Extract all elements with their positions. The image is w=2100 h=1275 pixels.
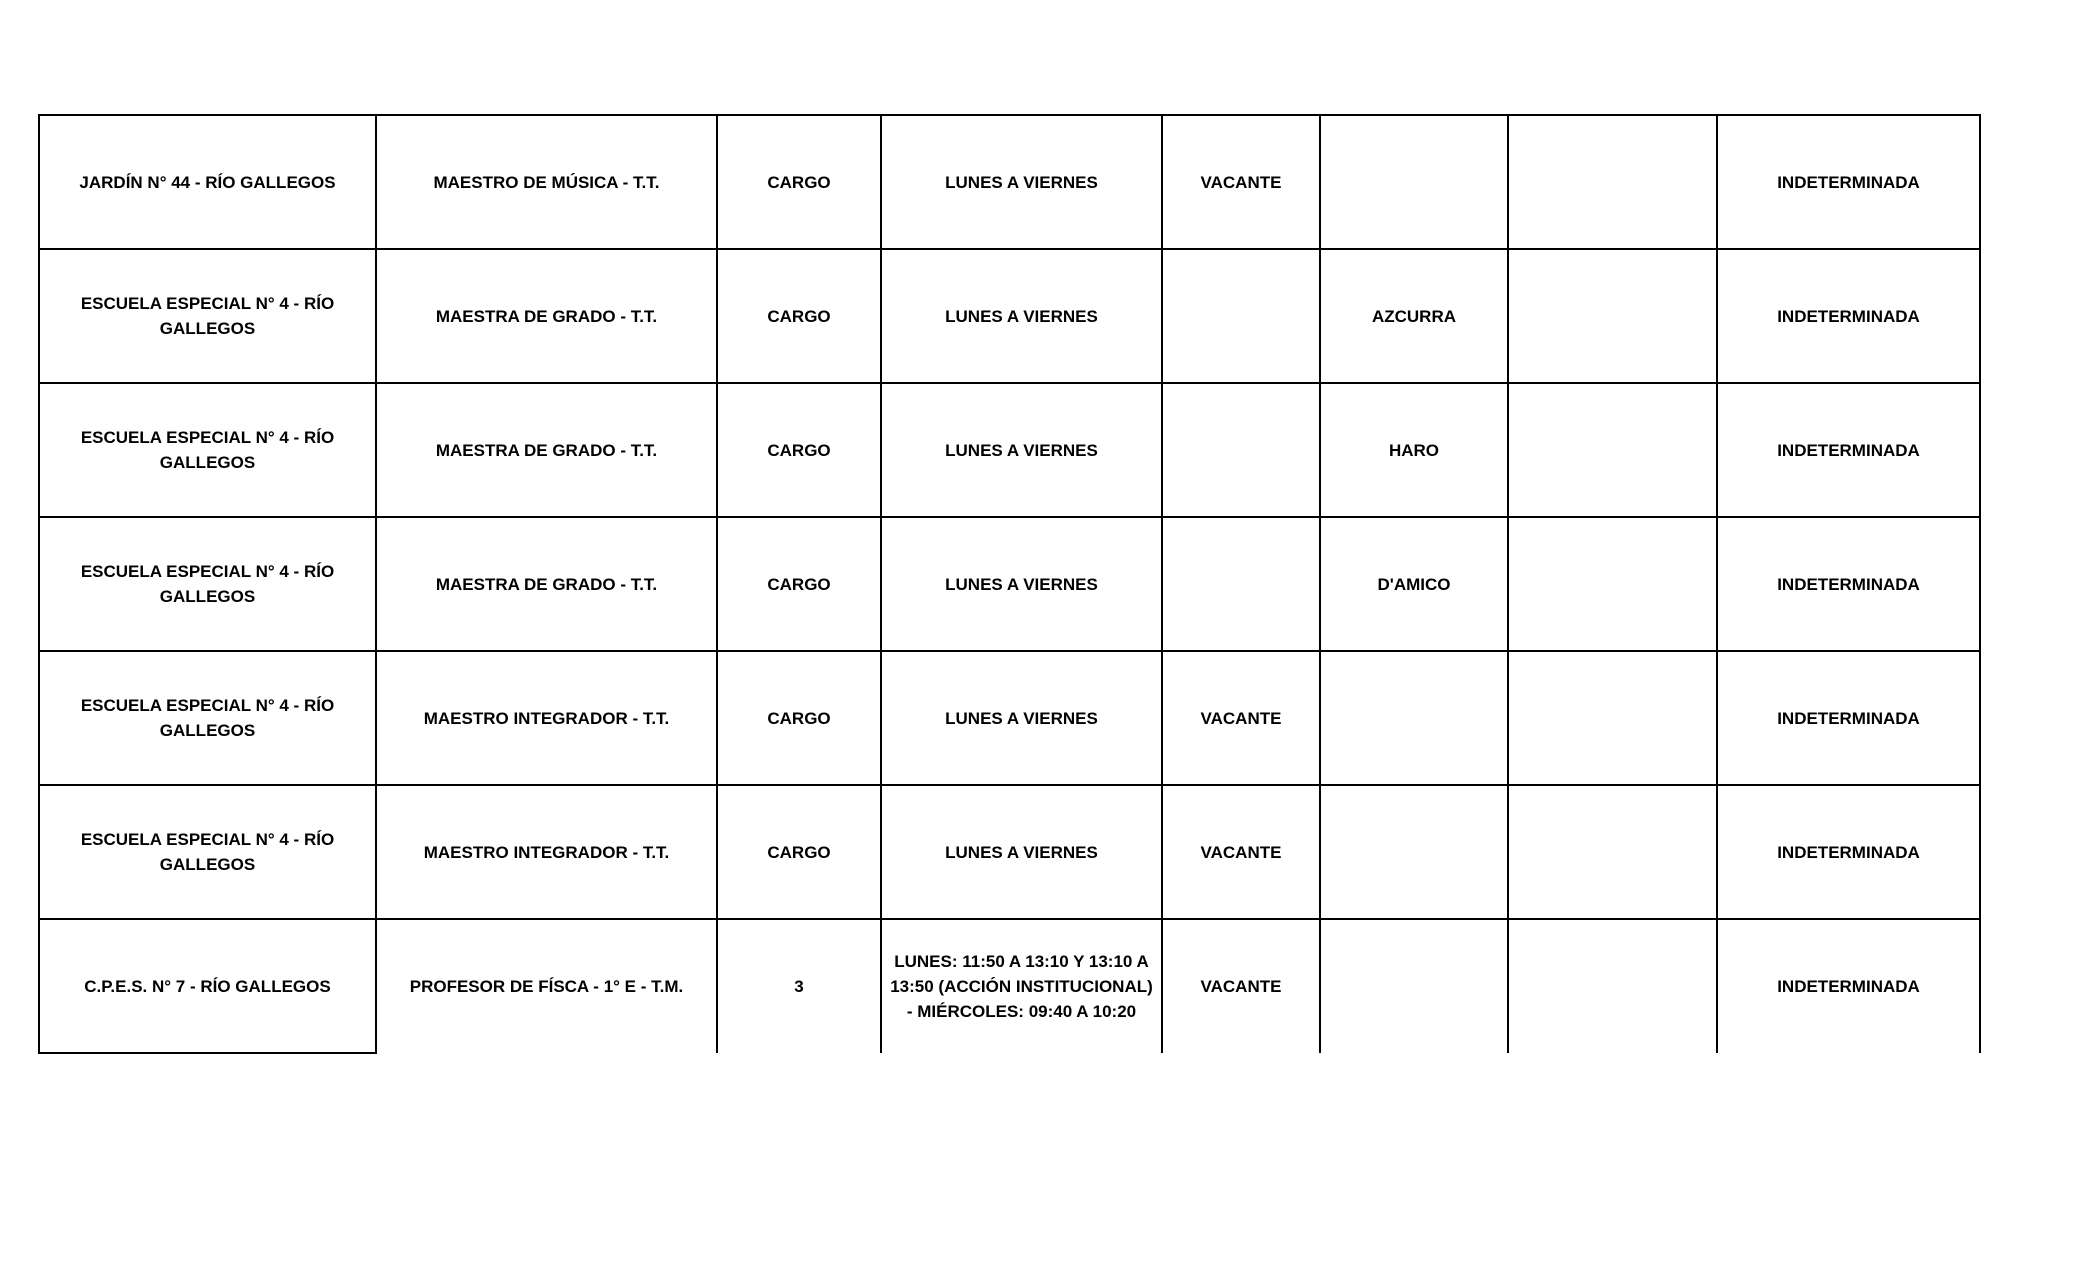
holder-cell: D'AMICO — [1320, 517, 1508, 651]
schedule-cell: LUNES A VIERNES — [881, 517, 1162, 651]
school-cell: JARDÍN N° 44 - RÍO GALLEGOS — [39, 115, 376, 249]
vacancy-cell: VACANTE — [1162, 651, 1320, 785]
schedule-cell: LUNES A VIERNES — [881, 249, 1162, 383]
school-cell: ESCUELA ESPECIAL N° 4 - RÍO GALLEGOS — [39, 383, 376, 517]
duration-cell: INDETERMINADA — [1717, 785, 1980, 919]
position-cell: MAESTRO INTEGRADOR - T.T. — [376, 651, 717, 785]
extra-cell — [1508, 517, 1717, 651]
school-cell: C.P.E.S. N° 7 - RÍO GALLEGOS — [39, 919, 376, 1053]
duration-cell: INDETERMINADA — [1717, 115, 1980, 249]
vacancy-cell — [1162, 383, 1320, 517]
vacancy-cell: VACANTE — [1162, 115, 1320, 249]
table-row — [39, 785, 1980, 919]
duration-cell: INDETERMINADA — [1717, 383, 1980, 517]
school-cell: ESCUELA ESPECIAL N° 4 - RÍO GALLEGOS — [39, 651, 376, 785]
table-row — [39, 249, 1980, 383]
extra-cell — [1508, 249, 1717, 383]
type-cell: CARGO — [717, 115, 881, 249]
position-cell: MAESTRA DE GRADO - T.T. — [376, 249, 717, 383]
duration-cell: INDETERMINADA — [1717, 517, 1980, 651]
position-cell: MAESTRO INTEGRADOR - T.T. — [376, 785, 717, 919]
extra-cell — [1508, 651, 1717, 785]
holder-cell — [1320, 115, 1508, 249]
schedule-cell: LUNES A VIERNES — [881, 651, 1162, 785]
holder-cell — [1320, 651, 1508, 785]
holder-cell — [1320, 785, 1508, 919]
type-cell: CARGO — [717, 383, 881, 517]
table-row — [39, 651, 1980, 785]
vacancy-cell: VACANTE — [1162, 919, 1320, 1053]
vacancy-cell: VACANTE — [1162, 785, 1320, 919]
schedule-cell: LUNES A VIERNES — [881, 785, 1162, 919]
school-cell: ESCUELA ESPECIAL N° 4 - RÍO GALLEGOS — [39, 785, 376, 919]
table-row — [39, 383, 1980, 517]
duration-cell: INDETERMINADA — [1717, 651, 1980, 785]
extra-cell — [1508, 383, 1717, 517]
school-cell: ESCUELA ESPECIAL N° 4 - RÍO GALLEGOS — [39, 517, 376, 651]
table-row — [39, 919, 1980, 1053]
duration-cell: INDETERMINADA — [1717, 919, 1980, 1053]
holder-cell: HARO — [1320, 383, 1508, 517]
type-cell: CARGO — [717, 785, 881, 919]
type-cell: CARGO — [717, 249, 881, 383]
schedule-cell: LUNES A VIERNES — [881, 383, 1162, 517]
vacancies-table — [38, 114, 1981, 1054]
position-cell: MAESTRA DE GRADO - T.T. — [376, 517, 717, 651]
position-cell: MAESTRA DE GRADO - T.T. — [376, 383, 717, 517]
position-cell: PROFESOR DE FÍSCA - 1° E - T.M. — [376, 919, 717, 1053]
type-cell: CARGO — [717, 517, 881, 651]
vacancy-cell — [1162, 249, 1320, 383]
extra-cell — [1508, 785, 1717, 919]
school-cell: ESCUELA ESPECIAL N° 4 - RÍO GALLEGOS — [39, 249, 376, 383]
table-row — [39, 115, 1980, 249]
table-row — [39, 517, 1980, 651]
extra-cell — [1508, 919, 1717, 1053]
extra-cell — [1508, 115, 1717, 249]
vacancy-cell — [1162, 517, 1320, 651]
schedule-cell: LUNES: 11:50 A 13:10 Y 13:10 A 13:50 (ACCIÓN INSTITUCIONAL) - MIÉRCOLES: 09:40 A 10:20 — [881, 919, 1162, 1053]
holder-cell — [1320, 919, 1508, 1053]
schedule-cell: LUNES A VIERNES — [881, 115, 1162, 249]
type-cell: 3 — [717, 919, 881, 1053]
type-cell: CARGO — [717, 651, 881, 785]
position-cell: MAESTRO DE MÚSICA - T.T. — [376, 115, 717, 249]
duration-cell: INDETERMINADA — [1717, 249, 1980, 383]
holder-cell: AZCURRA — [1320, 249, 1508, 383]
